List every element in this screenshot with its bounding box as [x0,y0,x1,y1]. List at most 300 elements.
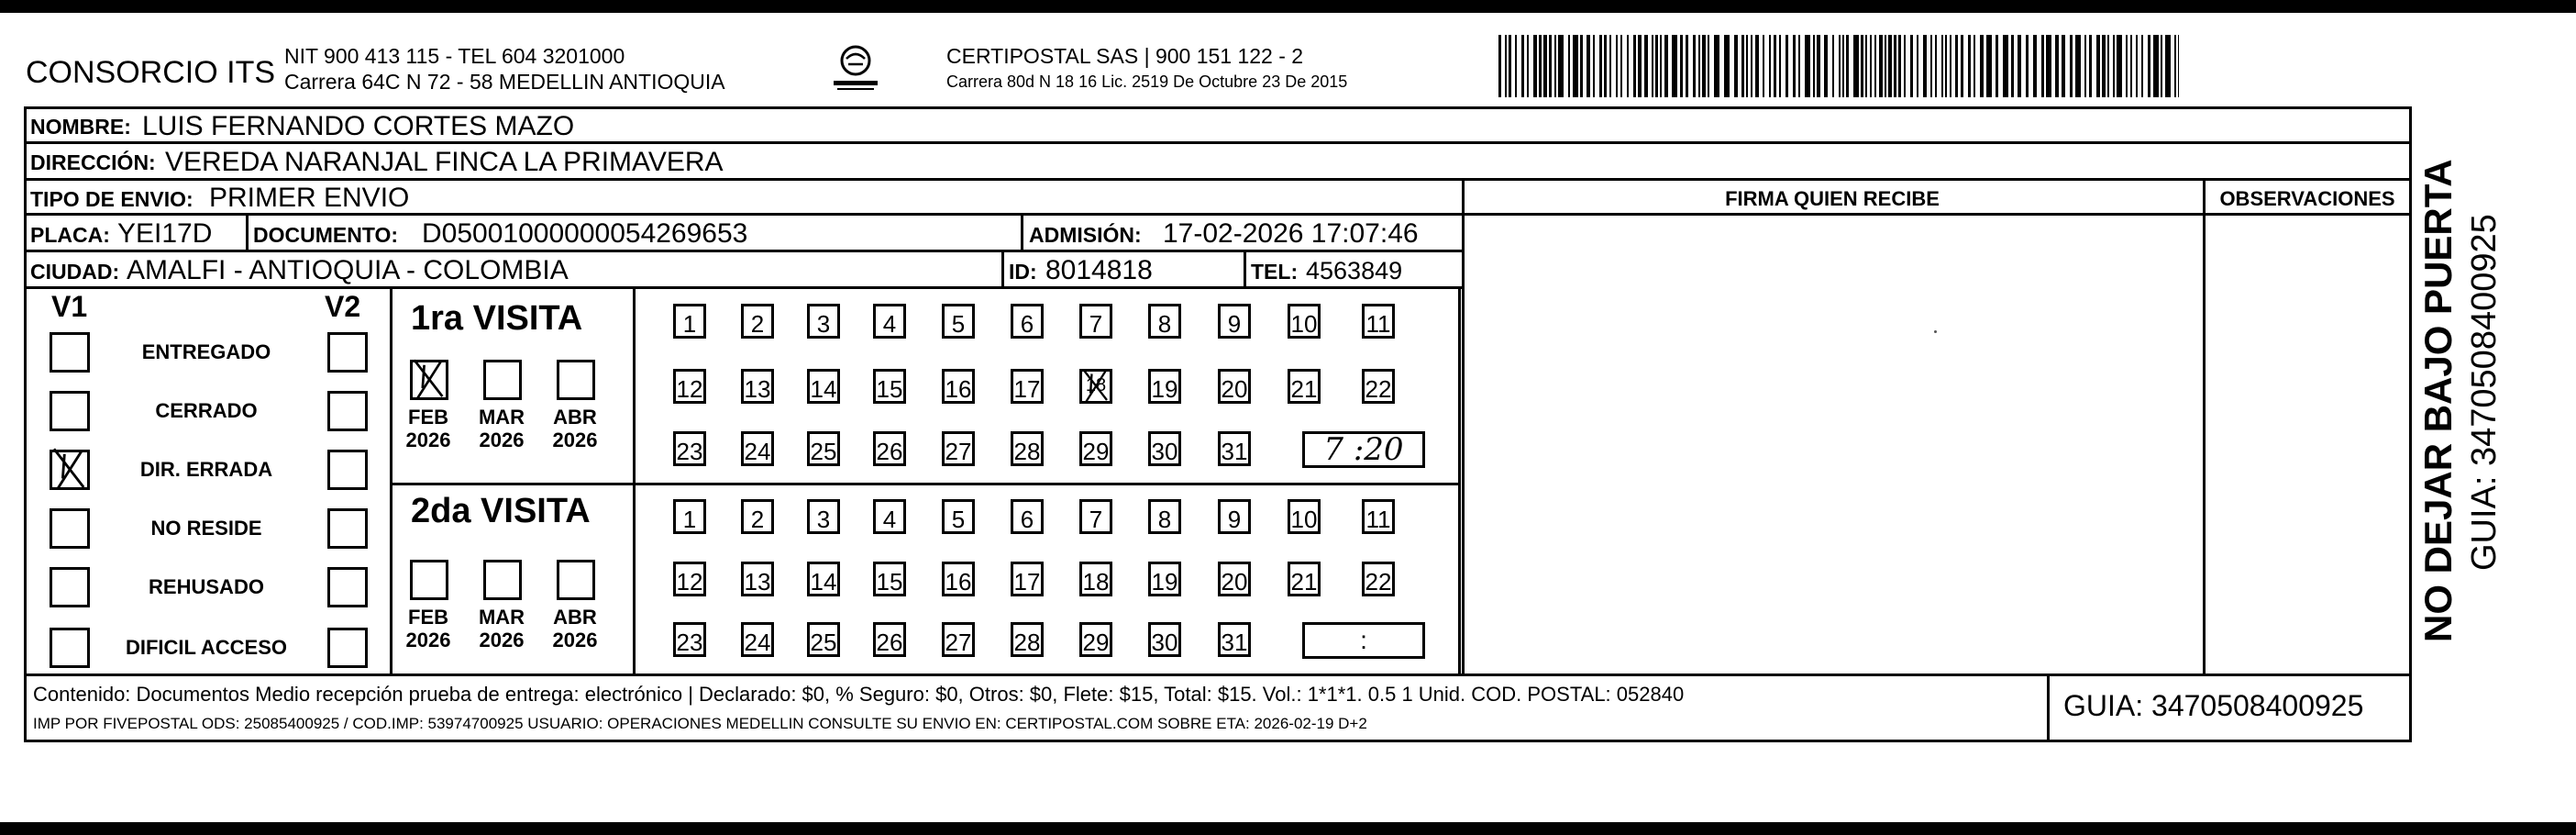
barcode-bar [1554,35,1556,97]
second-visit-day-box[interactable] [1011,622,1044,657]
second-visit-day-number: 2 [750,506,765,533]
first-visit-day-number: 28 [1013,438,1041,465]
first-visit-day-number: 11 [1365,310,1391,338]
barcode-bar [1945,35,1947,97]
v2-checkbox[interactable] [327,450,368,490]
second-visit-day-box[interactable] [1148,622,1181,657]
firma-header: FIRMA QUIEN RECIBE [1725,187,1940,210]
row-line [24,213,1462,216]
documento-value: D05001000000054269653 [422,218,748,249]
barcode-bar [2102,35,2106,97]
barcode-bar [1786,35,1788,97]
footer-line [24,674,2412,676]
first-visit-day-number: 8 [1157,310,1172,338]
first-visit-day-number: 17 [1013,375,1041,403]
first-visit-day-number: 10 [1290,310,1318,338]
row-line [24,286,1462,289]
first-visit-day-box[interactable] [873,431,906,466]
barcode-bar [1672,35,1677,97]
second-visit-day-number: 7 [1089,506,1103,533]
second-visit-day-number: 30 [1151,629,1178,656]
first-visit-day-number: 7 [1089,310,1103,338]
second-visit-day-box[interactable] [1218,499,1251,534]
second-visit-day-box[interactable] [1079,499,1112,534]
first-visit-day-box[interactable] [1011,369,1044,404]
cell-divider [1244,250,1246,286]
checklist-divider [390,286,392,675]
barcode-bar [1861,35,1863,97]
checklist-label: CERRADO [155,399,258,422]
checklist-label: REHUSADO [149,575,264,598]
barcode-bar [1973,35,1975,97]
barcode-bar [1543,35,1547,97]
ciudad-label: CIUDAD: [30,260,120,284]
second-visit-day-box[interactable] [1218,562,1251,596]
first-visit-day-number: 23 [676,438,703,465]
first-visit-day-number: 19 [1151,375,1178,403]
second-visit-month-box[interactable] [557,560,595,600]
second-visit-day-box[interactable] [741,562,774,596]
first-visit-day-number: 24 [744,438,771,465]
second-visit-time-box[interactable] [1302,622,1425,659]
barcode-bar [1515,35,1517,97]
visit-right-border [1458,286,1461,675]
barcode-bar [1832,35,1834,97]
second-visit-day-number: 4 [882,506,897,533]
cell-divider [246,213,249,250]
barcode-bar [1798,35,1800,97]
second-visit-day-box[interactable] [741,499,774,534]
barcode-bar [1509,35,1511,97]
barcode-bar [1842,35,1844,97]
first-visit-day-box[interactable] [873,369,906,404]
barcode-bar [1644,35,1648,97]
v1-checkbox[interactable] [50,391,90,431]
barcode-bar [2003,35,2008,97]
barcode-bar [2178,35,2179,97]
first-visit-day-number: 16 [945,375,972,403]
first-visit-day-box[interactable] [1218,369,1251,404]
barcode-bar [2011,35,2014,97]
second-visit-day-box[interactable] [741,622,774,657]
barcode-bar [1769,35,1771,97]
second-visit-day-box[interactable] [1079,562,1112,596]
v1-header: V1 [51,290,88,323]
first-visit-day-number: 18 [1085,375,1107,395]
second-visit-day-number: 20 [1221,568,1248,596]
v1-checkbox[interactable] [50,567,90,607]
checklist-label: NO RESIDE [150,517,262,540]
first-visit-day-box[interactable] [1079,431,1112,466]
second-visit-day-box[interactable] [1148,499,1181,534]
barcode-bar [2026,35,2029,97]
first-visit-time-value: 7 :20 [1323,431,1404,468]
second-visit-day-box[interactable] [807,562,840,596]
first-visit-day-box[interactable] [1148,369,1181,404]
direccion-value: VEREDA NARANJAL FINCA LA PRIMAVERA [165,147,724,177]
barcode-bar [1680,35,1683,97]
barcode-bar [1527,35,1529,97]
row-line [24,141,2412,144]
second-visit-day-number: 13 [744,568,771,596]
barcode-bar [2075,35,2081,97]
second-visit-day-box[interactable] [1362,562,1395,596]
company-nit: NIT 900 413 115 - TEL 604 3201000 [284,44,625,68]
v1-checkbox[interactable] [50,508,90,549]
first-visit-day-box[interactable] [741,369,774,404]
first-visit-day-number: 3 [816,310,831,338]
first-visit-day-box[interactable] [1288,304,1321,339]
barcode-bar [1638,35,1642,97]
second-visit-day-number: 27 [945,629,972,656]
barcode-bar [1714,35,1719,97]
barcode-bar [1980,35,1984,97]
observaciones-header: OBSERVACIONES [2219,187,2395,210]
barcode-bar [1587,35,1590,97]
barcode-bar [1505,35,1507,97]
cell-divider [1021,213,1023,250]
first-visit-day-box[interactable] [1011,431,1044,466]
second-visit-day-number: 10 [1290,506,1318,533]
no-dejar-bajo-puerta: NO DEJAR BAJO PUERTA [2416,159,2460,642]
barcode-bar [1961,35,1963,97]
barcode-bar [1888,35,1892,97]
tipo-value: PRIMER ENVIO [209,183,410,213]
barcode-bar [1580,35,1583,97]
barcode-bar [2062,35,2065,97]
barcode-bar [1817,35,1820,97]
barcode-bar [1774,35,1776,97]
barcode-bar [1898,35,1901,97]
barcode-bar [1693,35,1696,97]
first-visit-day-box[interactable] [873,304,906,339]
first-visit-day-box[interactable] [673,304,706,339]
first-visit-day-number: 1 [682,310,697,338]
barcode-bar [1686,35,1688,97]
barcode-bar [1839,35,1841,97]
row-line [24,178,2412,181]
v1-checkbox[interactable] [50,628,90,668]
first-visit-day-number: 21 [1290,375,1318,403]
admision-label: ADMISIÓN: [1029,223,1142,247]
placa-label: PLACA: [30,223,110,247]
placa-value: YEI17D [117,218,213,249]
first-visit-day-box[interactable] [741,304,774,339]
barcode-bar [1930,35,1932,97]
first-visit-day-number: 2 [750,310,765,338]
v2-checkbox[interactable] [327,391,368,431]
barcode-bar [1498,35,1501,97]
barcode-bar [1996,35,1998,97]
barcode-bar [2153,35,2159,97]
first-visit-month-box[interactable] [483,360,522,400]
second-visit-day-number: 15 [876,568,903,596]
v1-checkbox[interactable] [50,332,90,373]
first-visit-day-box[interactable] [1362,369,1395,404]
second-visit-day-box[interactable] [873,562,906,596]
first-visit-day-box[interactable] [807,304,840,339]
barcode-bar [1633,35,1636,97]
first-visit-day-number: 5 [951,310,966,338]
first-visit-day-box[interactable] [1079,304,1112,339]
barcode-bar [1539,35,1542,97]
second-visit-day-box[interactable] [673,499,706,534]
first-visit-time-box[interactable] [1302,431,1425,468]
first-visit-day-box[interactable] [807,369,840,404]
barcode-bar [1874,35,1876,97]
barcode-bar [1885,35,1886,97]
barcode-bar [1846,35,1849,97]
second-visit-day-number: 11 [1365,506,1391,533]
handwritten-x-mark [413,362,446,397]
first-visit-day-box[interactable] [1362,304,1395,339]
checklist-label: ENTREGADO [141,340,271,363]
first-visit-day-box[interactable] [1148,304,1181,339]
first-visit-day-box[interactable] [942,369,975,404]
side-guia: GUIA: 3470508400925 [2465,214,2504,571]
second-visit-day-number: 24 [744,629,771,656]
barcode-bar [1746,35,1748,97]
v2-checkbox[interactable] [327,628,368,668]
barcode-bar [2089,35,2092,97]
first-visit-day-box[interactable] [741,431,774,466]
second-visit-title: 2da VISITA [411,492,591,530]
second-visit-day-number: 6 [1020,506,1034,533]
first-visit-day-number: 29 [1082,438,1110,465]
barcode-bar [1660,35,1662,97]
barcode-bar [2018,35,2021,97]
second-visit-month-label: FEB 2026 [405,606,451,652]
firma-left-border [1462,178,1465,674]
second-visit-month-label: MAR 2026 [478,606,525,652]
visit-divider [633,286,636,675]
second-visit-day-box[interactable] [1218,622,1251,657]
company-name: CONSORCIO ITS [26,55,276,90]
barcode-bar [1904,35,1906,97]
second-visit-day-box[interactable] [673,562,706,596]
second-visit-day-box[interactable] [1288,562,1321,596]
second-visit-day-box[interactable] [807,499,840,534]
second-visit-day-number: 5 [951,506,966,533]
v2-checkbox[interactable] [327,332,368,373]
admision-value: 17-02-2026 17:07:46 [1163,218,1419,249]
first-visit-day-box[interactable] [1288,369,1321,404]
barcode-bar [2113,35,2115,97]
id-label: ID: [1009,260,1037,284]
second-visit-day-number: 25 [810,629,837,656]
barcode-bar [1521,35,1524,97]
second-visit-day-number: 12 [676,568,703,596]
barcode-bar [2055,35,2059,97]
second-visit-day-box[interactable] [1288,499,1321,534]
second-visit-day-box[interactable] [1079,622,1112,657]
barcode-bar [2117,35,2122,97]
handwritten-x-mark [1082,372,1110,401]
first-visit-month-label: ABR 2026 [552,406,598,452]
v1-checkbox[interactable] [50,450,90,490]
first-visit-day-box[interactable] [673,431,706,466]
barcode-bar [1558,35,1564,97]
second-visit-day-box[interactable] [1362,499,1395,534]
barcode-bar [1724,35,1730,97]
footer-imp: IMP POR FIVEPOSTAL ODS: 25085400925 / COD.IMP: 53974700925 USUARIO: OPERACIONES MEDELLIN CONSULTE SU ENVIO EN: CERTIPOSTAL.COM SOBRE ETA: 2026-02-19 D+2 [33,715,1367,732]
v2-header: V2 [325,290,361,323]
barcode-bar [1573,35,1578,97]
nombre-value: LUIS FERNANDO CORTES MAZO [142,111,575,141]
second-visit-day-box[interactable] [873,499,906,534]
first-visit-day-box[interactable] [807,431,840,466]
barcode-bar [1917,35,1918,97]
second-visit-day-box[interactable] [1148,562,1181,596]
barcode-bar [1879,35,1883,97]
barcode-bar [1923,35,1927,97]
second-visit-time-value: : [1360,626,1367,654]
barcode-bar [2136,35,2138,97]
barcode-bar [2161,35,2162,97]
id-value: 8014818 [1045,255,1153,285]
visit-separator [390,483,1461,485]
first-visit-day-box[interactable] [1011,304,1044,339]
barcode-bar [1734,35,1738,97]
barcode-bar [1593,35,1595,97]
second-visit-month-box[interactable] [483,560,522,600]
second-visit-day-number: 1 [682,506,697,533]
barcode-bar [1910,35,1913,97]
firma-header-line [1462,213,2412,216]
second-visit-day-box[interactable] [942,499,975,534]
second-visit-day-number: 19 [1151,568,1178,596]
barcode-bar [1870,35,1872,97]
footer-guia: GUIA: 3470508400925 [2063,689,2364,722]
direccion-label: DIRECCIÓN: [30,150,156,174]
first-visit-day-box[interactable] [1218,431,1251,466]
nombre-label: NOMBRE: [30,115,131,139]
first-visit-month-box[interactable] [557,360,595,400]
footer-contenido: Contenido: Documentos Medio recepción prueba de entrega: electrónico | Declarado: $0, % Seguro: $0, Otros: $0, Flete: $15, Total: $15. Vol.: 1*1*1. 0.5 1 Unid. COD. POSTAL: 052840 [33,683,1685,706]
checklist-label: DIFICIL ACCESO [125,636,287,659]
observaciones-left-border [2203,178,2206,674]
frame-right [2409,106,2412,741]
first-visit-month-box[interactable] [410,360,448,400]
barcode-bar [1609,35,1611,97]
frame-top [24,106,2412,109]
barcode-bar [1763,35,1764,97]
barcode-bar [1755,35,1759,97]
ciudad-value: AMALFI - ANTIOQUIA - COLOMBIA [127,255,569,285]
first-visit-month-label: FEB 2026 [405,406,451,452]
certipostal-logo [830,42,881,97]
barcode-bar [1698,35,1700,97]
tipo-label: TIPO DE ENVIO: [30,187,193,211]
barcode-bar [1604,35,1607,97]
v2-checkbox[interactable] [327,508,368,549]
second-visit-day-number: 18 [1082,568,1110,596]
second-visit-day-number: 21 [1290,568,1318,596]
second-visit-day-box[interactable] [942,622,975,657]
barcode-bar [1751,35,1752,97]
barcode-bar [1813,35,1815,97]
barcode-bar [2174,35,2176,97]
barcode-bar [1955,35,1958,97]
first-visit-day-number: 26 [876,438,903,465]
second-visit-day-number: 26 [876,629,903,656]
first-visit-day-box[interactable] [1079,369,1112,404]
barcode-bar [1620,35,1622,97]
second-visit-day-number: 14 [810,568,837,596]
second-visit-day-box[interactable] [873,622,906,657]
cell-divider [1001,250,1004,286]
barcode-bar [1805,35,1810,97]
first-visit-day-box[interactable] [1148,431,1181,466]
barcode-bar [1935,35,1937,97]
barcode-bar [1702,35,1706,97]
second-visit-day-number: 3 [816,506,831,533]
documento-label: DOCUMENTO: [253,223,399,247]
second-visit-day-number: 22 [1365,568,1392,596]
second-visit-day-number: 28 [1013,629,1041,656]
first-visit-day-number: 9 [1227,310,1242,338]
second-visit-day-box[interactable] [942,562,975,596]
barcode-bar [1941,35,1943,97]
first-visit-day-number: 6 [1020,310,1034,338]
barcode-bar [2148,35,2150,97]
barcode-bar [2107,35,2109,97]
carrier-name: CERTIPOSTAL SAS | 900 151 122 - 2 [946,44,1304,68]
frame-bottom [24,740,2412,742]
first-visit-day-box[interactable] [942,431,975,466]
second-visit-month-label: ABR 2026 [552,606,598,652]
second-visit-day-box[interactable] [1011,562,1044,596]
first-visit-day-number: 25 [810,438,837,465]
second-visit-day-box[interactable] [1011,499,1044,534]
carrier-address: Carrera 80d N 18 16 Lic. 2519 De Octubre 23 De 2015 [946,72,1348,91]
first-visit-day-number: 31 [1221,438,1248,465]
barcode-bar [1853,35,1859,97]
second-visit-day-number: 16 [945,568,972,596]
first-visit-day-box[interactable] [1218,304,1251,339]
second-visit-day-number: 17 [1013,568,1041,596]
first-visit-day-number: 4 [882,310,897,338]
barcode-bar [1779,35,1781,97]
first-visit-day-box[interactable] [673,369,706,404]
first-visit-day-number: 22 [1365,375,1392,403]
barcode-bar [1968,35,1971,97]
first-visit-day-number: 30 [1151,438,1178,465]
checklist-label: DIR. ERRADA [139,458,273,481]
first-visit-day-number: 12 [676,375,703,403]
first-visit-day-number: 14 [810,375,837,403]
handwritten-x-mark [52,452,87,487]
second-visit-day-box[interactable] [673,622,706,657]
second-visit-month-box[interactable] [410,560,448,600]
barcode-bar [2070,35,2073,97]
tel-label: TEL: [1251,260,1299,284]
frame-left [24,106,27,741]
first-visit-day-box[interactable] [942,304,975,339]
barcode-bar [1741,35,1744,97]
second-visit-day-number: 9 [1227,506,1242,533]
barcode-bar [1664,35,1668,97]
barcode-bar [1655,35,1658,97]
barcode-bar [1986,35,1992,97]
first-visit-day-number: 27 [945,438,972,465]
barcode-bar [1616,35,1618,97]
barcode-bar [1652,35,1653,97]
v2-checkbox[interactable] [327,567,368,607]
second-visit-day-box[interactable] [807,622,840,657]
company-address: Carrera 64C N 72 - 58 MEDELLIN ANTIOQUIA [284,70,725,94]
barcode-bar [1824,35,1828,97]
